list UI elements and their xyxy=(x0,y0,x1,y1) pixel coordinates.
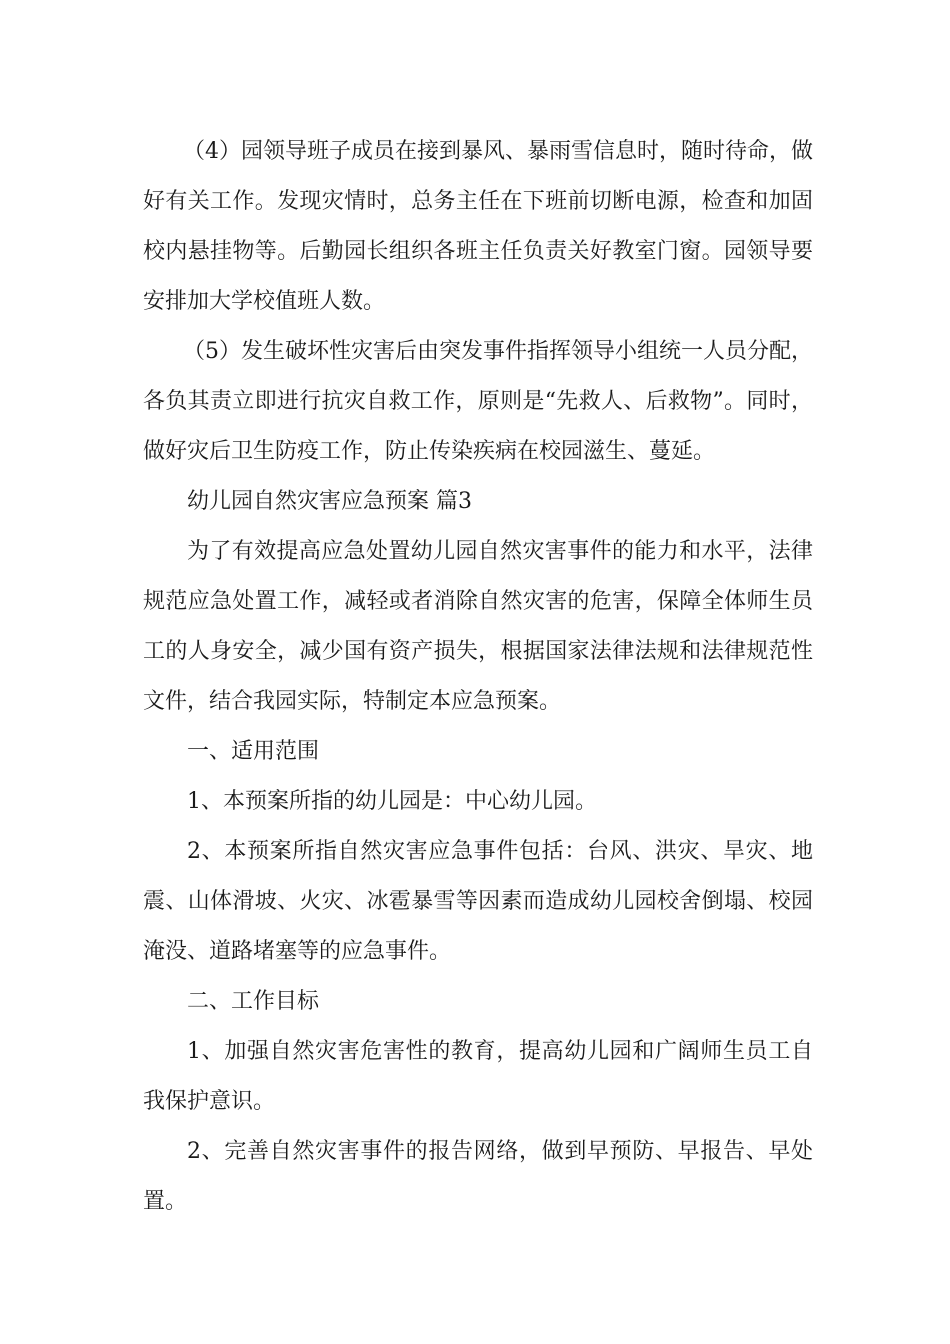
section-heading-scope: 一、适用范围 xyxy=(187,739,320,764)
paragraph-item-4: （4）园领导班子成员在接到暴风、暴雨雪信息时，随时待命，做好有关工作。发现灾情时，总务主任在下班前切断电源，检查和加固校内悬挂物等。后勤园长组织各班主任负责关好教室门窗。园领导要安排加大学校值班人数。 xyxy=(143,139,813,314)
section-heading-part-3: 幼儿园自然灾害应急预案 篇3 xyxy=(187,489,472,514)
paragraph-goal-1: 1、加强自然灾害危害性的教育，提高幼儿园和广阔师生员工自我保护意识。 xyxy=(143,1039,813,1114)
paragraph-intro: 为了有效提高应急处置幼儿园自然灾害事件的能力和水平，法律规范应急处置工作，减轻或者消除自然灾害的危害，保障全体师生员工的人身安全，减少国有资产损失，根据国家法律法规和法律规范性文件，结合我园实际，特制定本应急预案。 xyxy=(143,539,813,714)
section-heading-goals: 二、工作目标 xyxy=(187,989,320,1014)
paragraph-scope-1: 1、本预案所指的幼儿园是：中心幼儿园。 xyxy=(187,789,597,814)
document-body xyxy=(143,127,813,1227)
paragraph-goal-2: 2、完善自然灾害事件的报告网络，做到早预防、早报告、早处置。 xyxy=(143,1139,813,1214)
paragraph-item-5: （5）发生破坏性灾害后由突发事件指挥领导小组统一人员分配，各负其责立即进行抗灾自救工作，原则是“先救人、后救物”。同时，做好灾后卫生防疫工作，防止传染疾病在校园滋生、蔓延。 xyxy=(143,339,813,464)
paragraph-scope-2: 2、本预案所指自然灾害应急事件包括：台风、洪灾、旱灾、地震、山体滑坡、火灾、冰雹暴雪等因素而造成幼儿园校舍倒塌、校园淹没、道路堵塞等的应急事件。 xyxy=(143,839,813,964)
